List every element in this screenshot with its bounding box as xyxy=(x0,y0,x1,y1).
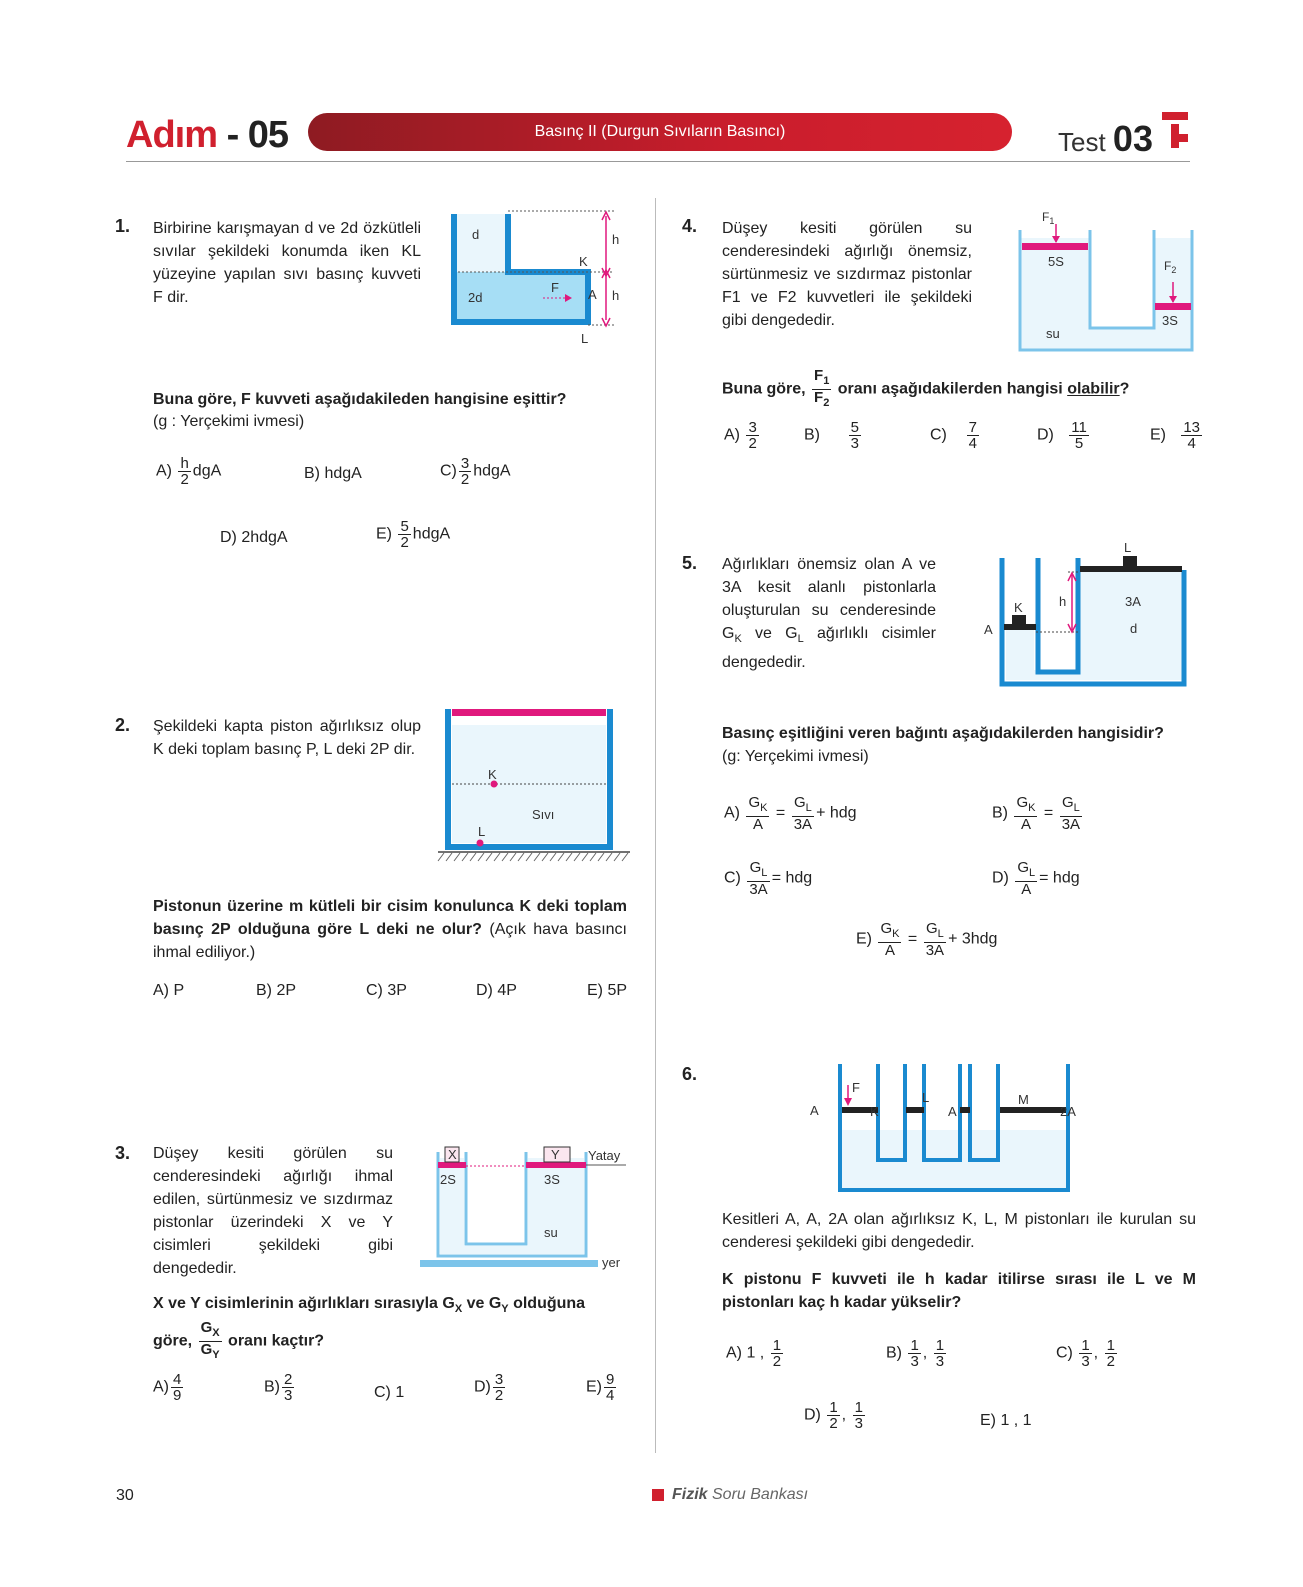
question-prompt-line2 xyxy=(153,1320,324,1363)
q4-label-water: su xyxy=(1046,326,1060,341)
option-a[interactable] xyxy=(153,1372,185,1403)
numerator: 1 xyxy=(910,1337,919,1354)
option-label: C) xyxy=(930,426,947,444)
denominator: 9 xyxy=(173,1387,182,1404)
question-number: 1. xyxy=(115,216,131,236)
option-e[interactable]: E) 5P xyxy=(587,982,628,999)
option-expr: + hdg xyxy=(816,804,857,822)
denominator: 2 xyxy=(829,1415,838,1432)
fraction xyxy=(934,1338,946,1369)
question-text: Birbirine karışmayan d ve 2d özkütleli sıvılar şekildeki konumda iken KL yüzeyine yapılan sıvı basınç kuvveti F dir. xyxy=(153,220,421,306)
q5-label-l: L xyxy=(1124,540,1132,555)
subscript: K xyxy=(734,633,742,646)
test-number: 03 xyxy=(1112,118,1153,159)
numerator: 4 xyxy=(173,1371,182,1388)
q1-label-l: L xyxy=(581,331,589,346)
fraction xyxy=(1060,795,1082,832)
option-e[interactable]: E) $\frac{G_K}{A}$ = $\frac{G_L}{3A}$ + 3hdg xyxy=(856,920,998,959)
fraction xyxy=(1181,420,1202,451)
fraction xyxy=(171,1372,183,1403)
option-label: B) xyxy=(264,1378,280,1396)
q3-label-3s: 3S xyxy=(544,1172,560,1187)
numerator: 3 xyxy=(460,455,470,472)
q5-label-a: A xyxy=(984,622,993,637)
question-number: 3. xyxy=(115,1143,131,1163)
option-label: B) xyxy=(804,426,820,444)
fraction xyxy=(282,1372,294,1403)
denominator: 2 xyxy=(180,471,189,488)
q2-label-liquid: Sıvı xyxy=(532,807,555,822)
subscript: L xyxy=(797,633,804,646)
fraction xyxy=(908,1338,920,1369)
denominator: 2 xyxy=(460,471,470,488)
denominator: 4 xyxy=(606,1387,615,1404)
q6-label-k: K xyxy=(870,1104,879,1119)
fraction xyxy=(967,420,979,451)
numerator: $F_1$ xyxy=(812,368,831,390)
denominator: 3A xyxy=(925,942,945,959)
footer-brand xyxy=(672,1486,808,1504)
q6-label-f: F xyxy=(852,1080,860,1095)
denominator: 2 xyxy=(400,534,409,551)
option-b[interactable]: B) $\frac{1}{3}$ , $\frac{1}{3}$ xyxy=(886,1337,945,1370)
fraction xyxy=(178,456,190,487)
question-prompt: Basınç eşitliğini veren bağıntı aşağıdakilerden hangisidir? xyxy=(722,725,1164,742)
header-rule xyxy=(126,161,1190,162)
option-c[interactable]: C) $\frac{G_L}{3A}$ = hdg xyxy=(724,859,813,898)
denominator: 3 xyxy=(1081,1353,1090,1370)
question-text: Kesitleri A, A, 2A olan ağırlıksız K, L, M pistonları ile kurulan su cenderesi şekildeki gibi dengededir. xyxy=(722,1211,1196,1251)
q4-figure xyxy=(1012,208,1202,360)
q3-label-x: X xyxy=(448,1147,457,1162)
numerator: 3 xyxy=(494,1371,504,1388)
denominator: 3 xyxy=(284,1387,293,1404)
option-e[interactable] xyxy=(376,519,450,550)
numerator: 5 xyxy=(850,419,860,436)
prompt-part: ve G xyxy=(462,1295,502,1312)
q2-figure xyxy=(438,705,630,871)
q1-label-h1: h xyxy=(612,232,620,247)
page-title: Basınç II (Durgun Sıvıların Basıncı) xyxy=(534,123,786,140)
option-expr: hdgA xyxy=(412,525,451,543)
numerator: $G_L$ xyxy=(1060,795,1082,817)
question-prompt xyxy=(153,895,627,964)
denominator: 2 xyxy=(772,1353,782,1370)
fraction xyxy=(199,1320,222,1363)
denominator: 2 xyxy=(494,1387,504,1404)
fraction xyxy=(1105,1338,1117,1369)
option-b[interactable]: B) 2P xyxy=(256,982,297,999)
prompt-underline: olabilir xyxy=(1067,380,1120,398)
q1-label-f: F xyxy=(551,280,559,295)
q1-label-h2: h xyxy=(612,288,620,303)
option-b[interactable] xyxy=(264,1372,296,1403)
denominator: 2 xyxy=(748,435,757,452)
denominator: 3A xyxy=(793,816,813,833)
numerator: $G_L$ xyxy=(747,860,769,882)
q3-label-2s: 2S xyxy=(440,1172,456,1187)
page-number: 30 xyxy=(116,1487,134,1504)
option-a[interactable]: A) 1 , $\frac{1}{2}$ xyxy=(726,1337,782,1370)
option-d[interactable]: D) 4P xyxy=(476,982,517,999)
question-number: 6. xyxy=(682,1064,698,1084)
q3-label-water: su xyxy=(544,1225,558,1240)
q4-label-3s: 3S xyxy=(1162,313,1178,328)
option-d[interactable]: D) $\frac{G_L}{A}$ = hdg xyxy=(992,859,1080,898)
denominator: 2 xyxy=(1106,1353,1115,1370)
prompt-note: (Açık hava basıncı ihmal ediliyor.) xyxy=(153,921,627,961)
q5-label-h: h xyxy=(1059,594,1067,609)
test-label xyxy=(1058,118,1153,160)
brand-rest: Soru Bankası xyxy=(707,1486,809,1503)
numerator: 1 xyxy=(854,1399,863,1416)
q4-label-f2: $F_2$ xyxy=(1164,259,1177,275)
numerator: 1 xyxy=(1081,1337,1090,1354)
numerator: 1 xyxy=(772,1337,782,1354)
option-expr: = hdg xyxy=(771,869,813,887)
option-label: E) xyxy=(586,1378,602,1396)
subscript: X xyxy=(212,1327,220,1339)
numerator: 1 xyxy=(1106,1337,1115,1354)
numerator: 1 xyxy=(935,1337,945,1354)
option-c[interactable]: C) $\frac{1}{3}$ , $\frac{1}{2}$ xyxy=(1056,1337,1115,1370)
denominator: $F_2$ xyxy=(814,389,830,409)
test-word: Test xyxy=(1058,127,1106,157)
option-c[interactable] xyxy=(930,420,981,451)
q6-figure xyxy=(810,1060,1100,1200)
numerator: 2 xyxy=(284,1371,293,1388)
question-prompt xyxy=(153,1292,633,1321)
question-prompt xyxy=(722,368,1192,411)
question-prompt: K pistonu F kuvveti ile h kadar itilirse sırası ile L ve M pistonları kaç h kadar yükselir? xyxy=(722,1271,1196,1311)
logo-number: - 05 xyxy=(226,114,289,156)
q1-label-a: A xyxy=(588,287,597,302)
denominator: 3 xyxy=(910,1353,919,1370)
q5-figure xyxy=(980,540,1202,688)
fraction xyxy=(747,860,769,897)
denominator: 3 xyxy=(854,1415,863,1432)
option-label: D) xyxy=(1037,426,1054,444)
numerator xyxy=(199,1320,222,1342)
option-expr: dgA xyxy=(192,462,222,480)
q5-label-k: K xyxy=(1014,600,1023,615)
question-text: Düşey kesiti görülen su cenderesindeki ağırlığı ihmal edilen, sürtünmesiz ve sızdırmaz pistonlar üzerindeki X ve Y cisimleri şekildeki gibi dengededir. xyxy=(153,1145,393,1277)
num-text: G xyxy=(200,1319,213,1336)
prompt-part: oranı kaçtır? xyxy=(228,1332,325,1350)
q6-label-2a: 2A xyxy=(1060,1104,1076,1119)
fraction xyxy=(878,921,901,958)
numerator: 13 xyxy=(1183,419,1201,436)
numerator: $G_K$ xyxy=(746,795,769,817)
footer-square-icon xyxy=(652,1489,664,1501)
denominator: 3 xyxy=(935,1353,945,1370)
option-b[interactable] xyxy=(804,420,863,451)
denominator: 3A xyxy=(749,881,768,898)
option-d[interactable]: D) 2hdgA xyxy=(220,529,288,546)
option-d[interactable] xyxy=(1037,420,1091,451)
den-text: G xyxy=(200,1341,213,1358)
q2-label-l: L xyxy=(478,824,486,839)
denominator: 5 xyxy=(1074,435,1084,452)
question-prompt: Buna göre, F kuvveti aşağıdakileden hangisine eşittir? xyxy=(153,391,567,408)
text-part: ağırlıklı cisimler dengededir. xyxy=(722,625,936,672)
q1-figure xyxy=(448,208,638,358)
option-a[interactable]: A) $\frac{G_K}{A}$ = $\frac{G_L}{3A}$ + hdg xyxy=(724,794,857,833)
option-e[interactable] xyxy=(1150,420,1204,451)
option-c[interactable] xyxy=(440,456,511,487)
q3-label-y: Y xyxy=(551,1147,560,1162)
option-b[interactable]: B) $\frac{G_K}{A}$ = $\frac{G_L}{3A}$ xyxy=(992,794,1081,833)
q4-label-f1: $F_1$ xyxy=(1042,210,1055,226)
fraction xyxy=(1079,1338,1091,1369)
q6-label-a1: A xyxy=(810,1103,819,1118)
option-label: E) xyxy=(376,525,392,543)
numerator: 1 xyxy=(829,1399,838,1416)
option-label: A) xyxy=(156,462,172,480)
numerator: $G_L$ xyxy=(924,921,946,943)
option-expr: + 3hdg xyxy=(948,930,998,948)
question-note: (g: Yerçekimi ivmesi) xyxy=(722,748,869,765)
option-e[interactable] xyxy=(586,1372,618,1403)
prompt-bold: Pistonun üzerine m kütleli bir cisim konulunca K deki toplam basınç 2P olduğuna göre L deki ne olur? xyxy=(153,898,627,938)
question-number: 5. xyxy=(682,553,698,573)
question-text: Şekildeki kapta piston ağırlıksız olup K deki toplam basınç P, L deki 2P dir. xyxy=(153,718,421,758)
option-d[interactable]: D) $\frac{1}{2}$ , $\frac{1}{3}$ xyxy=(804,1399,863,1432)
denominator: A xyxy=(752,816,763,833)
fraction xyxy=(1014,795,1037,832)
question-number: 4. xyxy=(682,216,698,236)
denominator: 4 xyxy=(1187,435,1196,452)
fraction xyxy=(849,420,861,451)
column-divider xyxy=(655,198,656,1453)
fraction xyxy=(771,1338,783,1369)
subscript: Y xyxy=(501,1303,509,1316)
question-text xyxy=(722,553,936,674)
numerator: 5 xyxy=(400,518,409,535)
text-part: Ağırlıkları önemsiz olan A ve 3A kesit alanlı pistonlarla oluşturulan su cenderesinde G xyxy=(722,556,936,642)
option-a[interactable] xyxy=(156,456,221,487)
question-note: (g : Yerçekimi ivmesi) xyxy=(153,413,305,430)
numerator: 7 xyxy=(968,419,978,436)
fraction xyxy=(604,1372,616,1403)
fraction xyxy=(459,456,471,487)
denominator: A xyxy=(884,942,895,959)
logo-word: Adım xyxy=(126,114,217,156)
option-c[interactable]: C) 1 xyxy=(374,1384,405,1401)
option-label: C) xyxy=(440,462,457,480)
numerator: 3 xyxy=(748,419,757,436)
numerator: $G_K$ xyxy=(1014,795,1037,817)
fraction xyxy=(493,1372,505,1403)
option-label: A) xyxy=(153,1378,169,1396)
fraction xyxy=(1069,420,1089,451)
numerator: 11 xyxy=(1071,419,1087,436)
fraction xyxy=(746,420,758,451)
fraction xyxy=(924,921,946,958)
numerator: 9 xyxy=(606,1371,615,1388)
fraction xyxy=(792,795,814,832)
option-b[interactable]: B) hdgA xyxy=(304,465,362,482)
fraction xyxy=(853,1400,865,1431)
test-logo-icon xyxy=(1162,112,1190,156)
fraction xyxy=(812,368,831,411)
q1-label-d: d xyxy=(472,227,480,242)
text-part: ve G xyxy=(741,625,798,642)
fraction xyxy=(827,1400,839,1431)
denominator: A xyxy=(1021,881,1032,898)
subscript: Y xyxy=(212,1349,220,1361)
option-label: E) xyxy=(1150,426,1166,444)
denominator: A xyxy=(1020,816,1031,833)
q3-label-yatay: Yatay xyxy=(588,1148,621,1163)
prompt-part: Buna göre, xyxy=(722,380,806,398)
option-d[interactable] xyxy=(474,1372,507,1403)
prompt-part: X ve Y cisimlerinin ağırlıkları sırasıyla G xyxy=(153,1295,455,1312)
denominator: 3A xyxy=(1061,816,1081,833)
denominator xyxy=(199,1342,222,1363)
option-label: A) xyxy=(724,426,740,444)
question-number: 2. xyxy=(115,715,131,735)
denominator: 3 xyxy=(850,435,860,452)
numerator: $G_K$ xyxy=(878,921,901,943)
numerator: $G_L$ xyxy=(1015,860,1037,882)
subscript: X xyxy=(454,1303,463,1316)
denominator: 4 xyxy=(968,435,978,452)
prompt-part: ? xyxy=(1119,380,1130,398)
option-a[interactable]: A) P xyxy=(153,982,185,999)
question-text: Düşey kesiti görülen su cenderesindeki ağırlığı önemsiz, sürtünmesiz ve sızdırmaz pistonlar F1 ve F2 kuvvetleri ile şekildeki gibi dengededir. xyxy=(722,220,972,329)
option-expr: hdgA xyxy=(473,462,511,480)
q3-figure xyxy=(420,1132,632,1268)
brand-logo xyxy=(126,114,288,157)
q1-label-k: K xyxy=(579,254,588,269)
option-a[interactable] xyxy=(724,420,761,451)
fraction xyxy=(398,519,410,550)
option-e[interactable]: E) 1 , 1 xyxy=(980,1412,1032,1429)
brand-bold: Fizik xyxy=(672,1486,708,1503)
q6-label-m: M xyxy=(1018,1092,1029,1107)
q1-label-2d: 2d xyxy=(468,290,483,305)
q4-label-5s: 5S xyxy=(1048,254,1064,269)
numerator: h xyxy=(180,455,189,472)
numerator: $G_L$ xyxy=(792,795,814,817)
fraction xyxy=(746,795,769,832)
prompt-part: göre, xyxy=(153,1332,193,1350)
q3-label-yer: yer xyxy=(602,1255,621,1270)
option-c[interactable]: C) 3P xyxy=(366,982,407,999)
option-label: D) xyxy=(474,1378,491,1396)
q5-label-3a: 3A xyxy=(1125,594,1141,609)
q6-label-a2: A xyxy=(948,1104,957,1119)
fraction xyxy=(1015,860,1037,897)
prompt-part: olduğuna xyxy=(508,1295,586,1312)
prompt-part: oranı aşağıdakilerden hangisi xyxy=(837,380,1063,398)
q5-label-d: d xyxy=(1130,621,1138,636)
q2-label-k: K xyxy=(488,767,497,782)
q6-label-l: L xyxy=(922,1090,930,1105)
option-expr: = hdg xyxy=(1039,869,1080,887)
